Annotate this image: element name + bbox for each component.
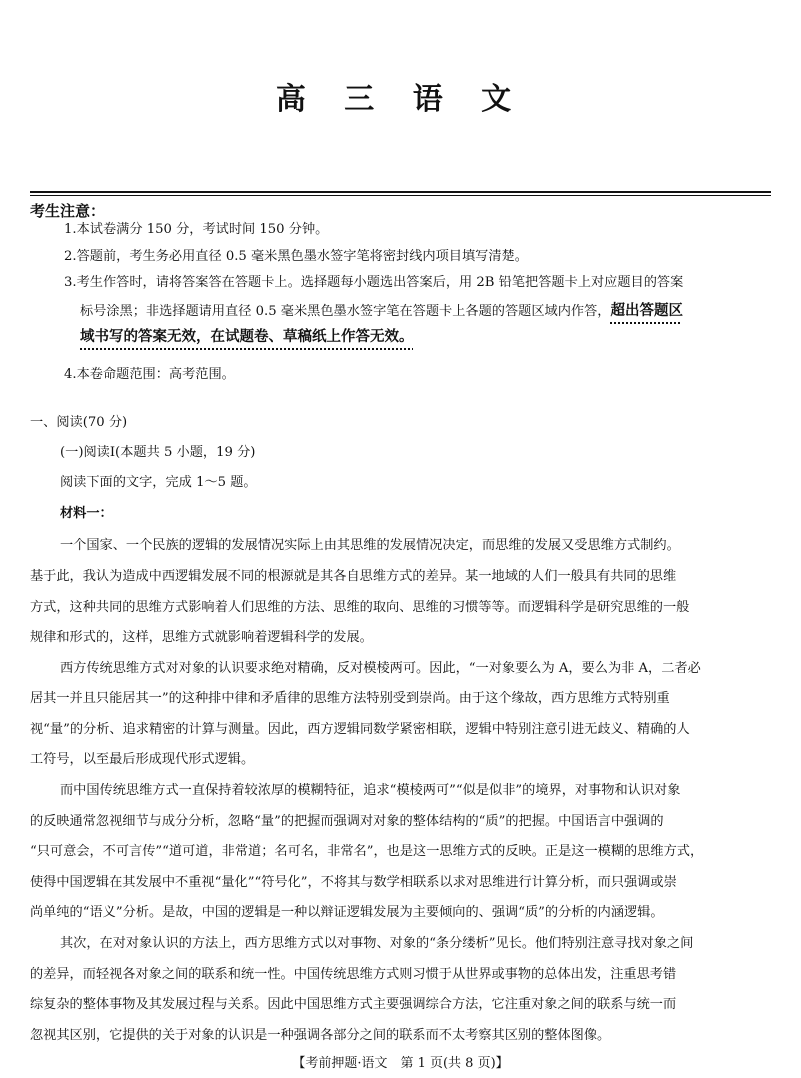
page-footer: 【考前押题·语文 第 1 页(共 8 页)】 <box>292 1056 509 1071</box>
body-line: 而中国传统思维方式一直保持着较浓厚的模糊特征，追求“模棱两可”“似是似非”的境界，对事物和认识对象 <box>60 783 681 798</box>
body-line: 视“量”的分析、追求精密的计算与测量。因此，西方逻辑同数学紧密相联，逻辑中特别注意引进无歧义、精确的人 <box>30 722 690 737</box>
body-line: 尚单纯的“语义”分析。是故，中国的逻辑是一种以辩证逻辑发展为主要倾向的、强调“质”的分析的内涵逻辑。 <box>30 905 664 920</box>
notice-item-3-cont <box>80 304 683 319</box>
body-line: 其次，在对对象认识的方法上，西方思维方式以对事物、对象的“条分缕析”见长。他们特别注意寻找对象之间 <box>60 936 694 951</box>
body-line: 的反映通常忽视细节与成分分析，忽略“量”的把握而强调对对象的整体结构的“质”的把握。中国语言中强调的 <box>30 814 664 829</box>
notice-item-4: 4.本卷命题范围：高考范围。 <box>64 367 235 382</box>
body-line: 西方传统思维方式对对象的认识要求绝对精确，反对模棱两可。因此，“一对象要么为 A，要么为非 A，二者必 <box>60 661 701 676</box>
notice-heading: 考生注意： <box>30 202 106 220</box>
body-line: 一个国家、一个民族的逻辑的发展情况实际上由其思维的发展情况决定，而思维的发展又受思维方式制约。 <box>60 538 680 553</box>
section-heading: 一、阅读(70 分) <box>30 415 128 430</box>
notice-item-2: 2.答题前，考生务必用直径 0.5 毫米黑色墨水签字笔将密封线内项目填写清楚。 <box>64 249 528 264</box>
body-line: 规律和形式的，这样，思维方式就影响着逻辑科学的发展。 <box>30 630 373 645</box>
notice-item-1: 1.本试卷满分 150 分，考试时间 150 分钟。 <box>64 222 329 237</box>
notice-item-3-cont2 <box>80 330 414 345</box>
body-line: 的差异，而轻视各对象之间的联系和统一性。中国传统思维方式则习惯于从世界或事物的总体出发，注重思考错 <box>30 967 677 982</box>
body-line: 工符号，以至最后形成现代形式逻辑。 <box>30 752 255 767</box>
divider-thick <box>30 191 771 193</box>
body-line: 基于此，我认为造成中西逻辑发展不同的根源就是其各自思维方式的差异。某一地域的人们一般具有共同的思维 <box>30 569 677 584</box>
notice-item-3: 3.考生作答时，请将答案答在答题卡上。选择题每小题选出答案后，用 2B 铅笔把答题卡上对应题目的答案 <box>64 275 684 290</box>
body-line: 居其一并且只能居其一”的这种排中律和矛盾律的思维方法特别受到崇尚。由于这个缘故，西方思维方式特别重 <box>30 691 670 706</box>
subsection-heading: (一)阅读Ⅰ(本题共 5 小题，19 分) <box>60 445 256 460</box>
divider-thin <box>30 195 771 196</box>
body-line: 使得中国逻辑在其发展中不重视“量化”“符号化”，不将其与数学相联系以求对思维进行计算分析，而只强调或崇 <box>30 875 677 890</box>
body-line: 忽视其区别，它提供的关于对象的认识是一种强调各部分之间的联系而不太考察其区别的整体图像。 <box>30 1028 611 1043</box>
notice-item-3-text: 标号涂黑；非选择题请用直径 0.5 毫米黑色墨水签字笔在答题卡上各题的答题区域内作答， <box>80 304 611 319</box>
notice-emphasis-2: 域书写的答案无效，在试题卷、草稿纸上作答无效。 <box>80 329 414 345</box>
material-label: 材料一： <box>60 506 113 521</box>
instruction: 阅读下面的文字，完成 1～5 题。 <box>60 475 257 490</box>
page-title: 高 三 语 文 <box>275 82 526 117</box>
body-line: 综复杂的整体事物及其发展过程与关系。因此中国思维方式主要强调综合方法，它注重对象之间的联系与统一而 <box>30 997 677 1012</box>
body-line: “只可意会，不可言传”“道可道，非常道；名可名，非常名”，也是这一思维方式的反映。正是这一模糊的思维方式， <box>30 844 704 859</box>
body-line: 方式，这种共同的思维方式影响着人们思维的方法、思维的取向、思维的习惯等等。而逻辑科学是研究思维的一般 <box>30 600 690 615</box>
notice-emphasis-1: 超出答题区 <box>610 303 683 319</box>
